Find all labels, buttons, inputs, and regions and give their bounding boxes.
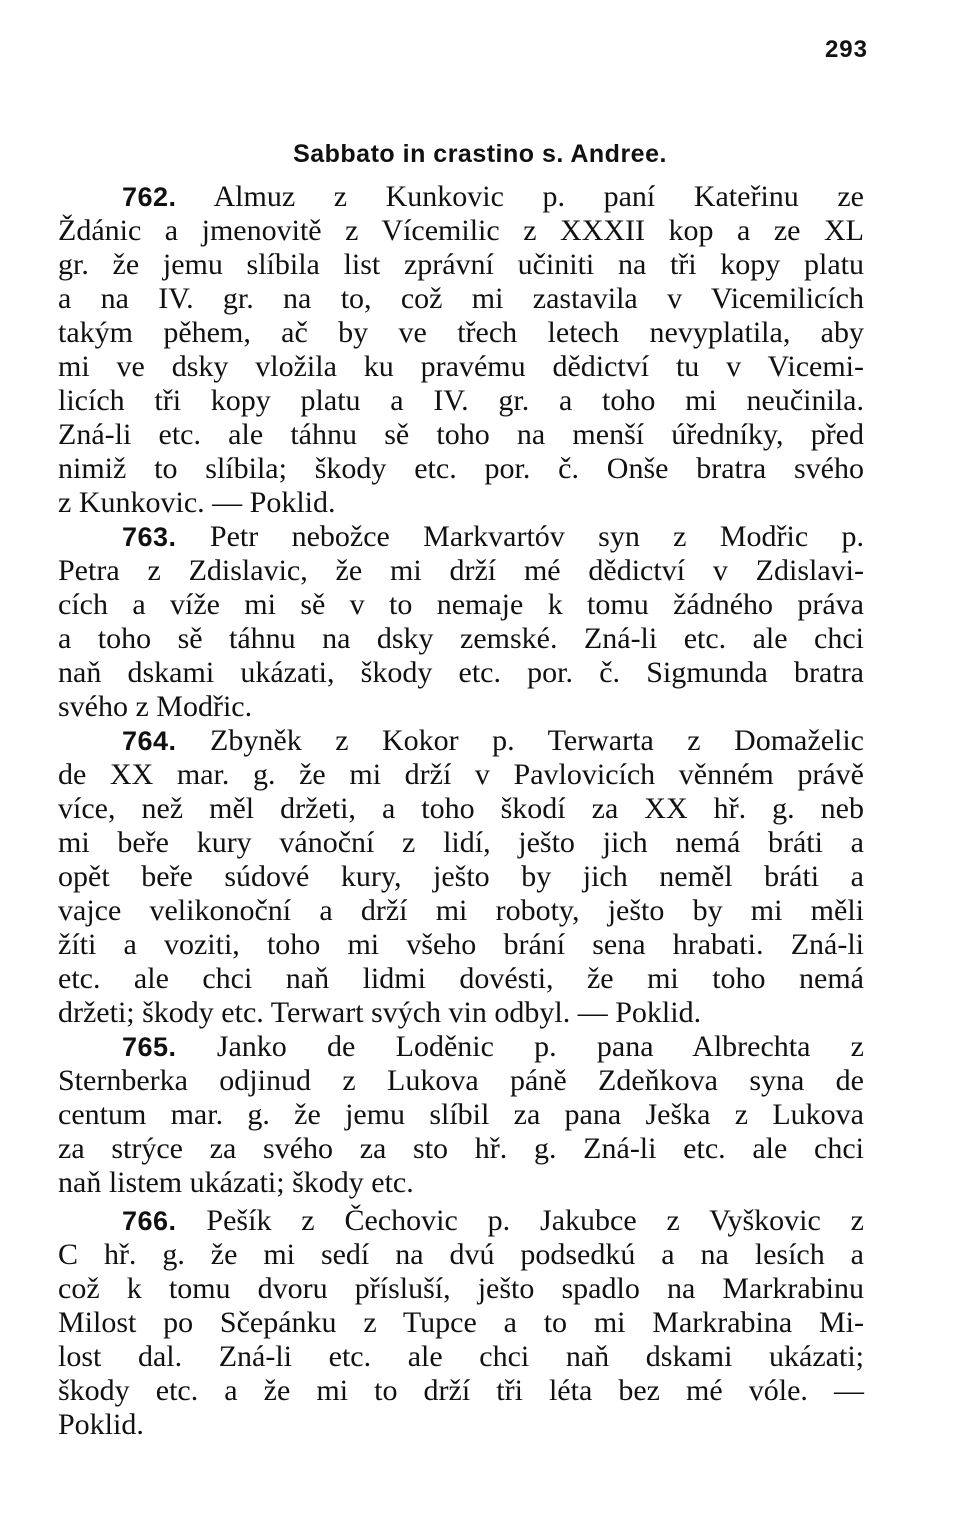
text-line: a toho sě táhnu na dsky zemské. Zná-li etc. ale chci	[58, 622, 864, 655]
text-line: více, než měl držeti, a toho škodí za XX hř. g. neb	[58, 792, 864, 825]
text-line: takým pěhem, ač by ve třech letech nevyplatila, aby	[58, 316, 864, 349]
page-number: 293	[824, 36, 868, 63]
entry-764	[58, 724, 864, 1030]
text-line: lost dal. Zná-li etc. ale chci naň dskami ukázati;	[58, 1340, 864, 1373]
text-line: centum mar. g. že jemu slíbil za pana Ješka z Lukova	[58, 1098, 864, 1131]
entry-number: 766.	[122, 1206, 177, 1236]
line-text: Zbyněk z Kokor p. Terwarta z Domaželic	[176, 724, 864, 757]
text-line: Milost po Sčepánku z Tupce a to mi Markrabina Mi-	[58, 1306, 864, 1339]
section-heading: Sabbato in crastino s. Andree.	[293, 140, 667, 168]
entry-766	[58, 1204, 864, 1442]
entry-number: 764.	[122, 726, 177, 756]
text-line: mi ve dsky vložila ku pravému dědictví tu v Vicemi-	[58, 350, 864, 383]
text-line: etc. ale chci naň lidmi dovésti, že mi toho nemá	[58, 962, 864, 995]
text-line: což k tomu dvoru přísluší, ješto spadlo na Markrabinu	[58, 1272, 864, 1305]
text-line: mi beře kury vánoční z lidí, ješto jich nemá bráti a	[58, 826, 864, 859]
text-line: Sternberka odjinud z Lukova páně Zdeňkova syna de	[58, 1064, 864, 1097]
text-line: gr. že jemu slíbila list zprávní učiniti na tři kopy platu	[58, 248, 864, 281]
line-text: Petr nebožce Markvartóv syn z Modřic p.	[176, 520, 864, 553]
entry-number: 765.	[122, 1032, 177, 1062]
text-line: z Kunkovic. — Poklid.	[58, 486, 336, 519]
text-line: Poklid.	[58, 1408, 144, 1441]
text-line: cích a víže mi sě v to nemaje k tomu žádného práva	[58, 588, 864, 621]
entry-765	[58, 1030, 864, 1200]
entry-762	[58, 180, 864, 520]
line-text: Pešík z Čechovic p. Jakubce z Vyškovic z	[176, 1204, 864, 1237]
entry-number: 762.	[122, 182, 177, 212]
text-line	[58, 180, 864, 214]
text-line	[58, 520, 864, 554]
entry-number: 763.	[122, 522, 177, 552]
text-line: licích tři kopy platu a IV. gr. a toho mi neučinila.	[58, 384, 864, 417]
text-line: a na IV. gr. na to, což mi zastavila v Vicemilicích	[58, 282, 864, 315]
text-line: naň listem ukázati; škody etc.	[58, 1166, 414, 1199]
text-line: nimiž to slíbila; škody etc. por. č. Onše bratra svého	[58, 452, 864, 485]
text-line: vajce velikonoční a drží mi roboty, ješto by mi měli	[58, 894, 864, 927]
line-text: Almuz z Kunkovic p. paní Kateřinu ze	[176, 180, 864, 213]
text-line: C hř. g. že mi sedí na dvú podsedkú a na lesích a	[58, 1238, 864, 1271]
entry-763	[58, 520, 864, 724]
text-line	[58, 1030, 864, 1064]
text-line: za strýce za svého za sto hř. g. Zná-li etc. ale chci	[58, 1132, 864, 1165]
text-line: Ždánic a jmenovitě z Vícemilic z XXXII kop a ze XL	[58, 214, 864, 247]
text-line: Zná-li etc. ale táhnu sě toho na menší úředníky, před	[58, 418, 864, 451]
text-line: držeti; škody etc. Terwart svých vin odbyl. — Poklid.	[58, 996, 702, 1029]
text-line	[58, 724, 864, 758]
text-line: škody etc. a že mi to drží tři léta bez mé vóle. —	[58, 1374, 864, 1407]
text-line: de XX mar. g. že mi drží v Pavlovicích věnném právě	[58, 758, 864, 791]
line-text: Janko de Loděnic p. pana Albrechta z	[176, 1030, 864, 1063]
text-line	[58, 1204, 864, 1238]
text-line: svého z Modřic.	[58, 690, 253, 723]
text-line: opět beře súdové kury, ješto by jich neměl bráti a	[58, 860, 864, 893]
text-line: Petra z Zdislavic, že mi drží mé dědictví v Zdislavi-	[58, 554, 864, 587]
text-line: žíti a voziti, toho mi všeho brání sena hrabati. Zná-li	[58, 928, 864, 961]
text-line: naň dskami ukázati, škody etc. por. č. Sigmunda bratra	[58, 656, 864, 689]
document-body	[58, 180, 864, 1442]
